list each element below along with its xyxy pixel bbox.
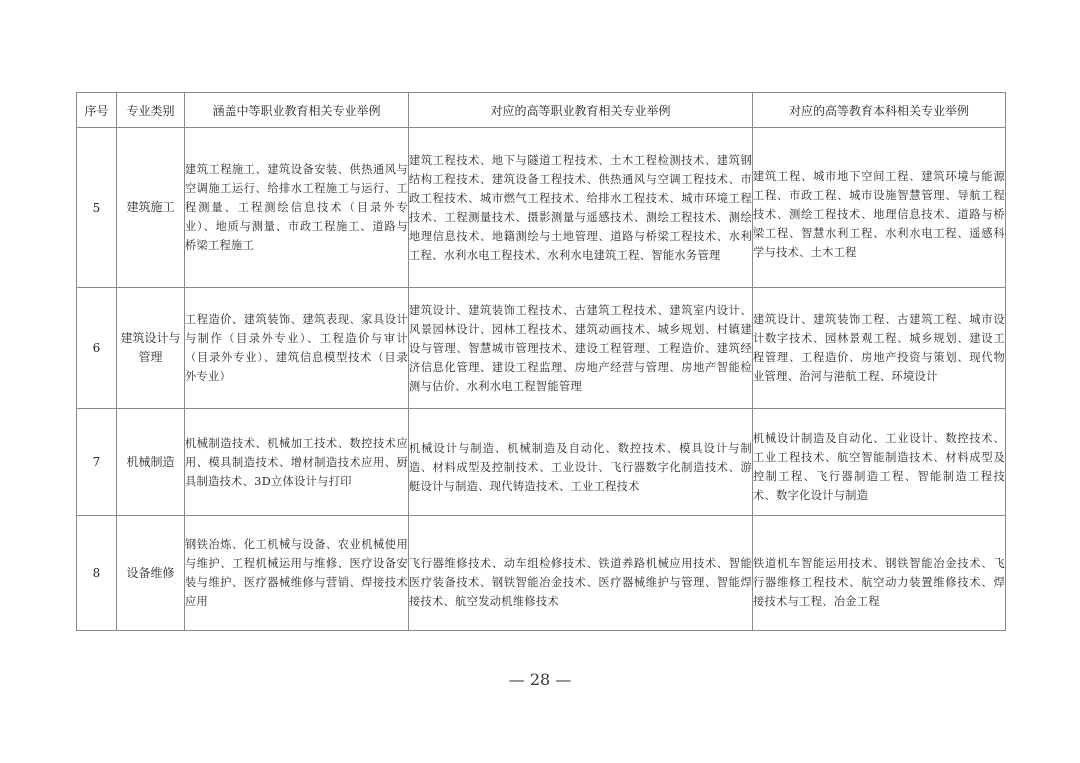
row-number: 6	[77, 288, 117, 409]
header-major-category: 专业类别	[117, 93, 185, 128]
row-undergraduate-majors: 铁道机车智能运用技术、钢铁智能冶金技术、飞行器维修工程技术、航空动力装置维修技术、焊接技术与工程、冶金工程	[753, 516, 1006, 631]
header-secondary-vocational: 涵盖中等职业教育相关专业举例	[185, 93, 409, 128]
row-undergraduate-majors: 机械设计制造及自动化、工业设计、数控技术、工业工程技术、航空智能制造技术、材料成型及控制工程、飞行器制造工程、智能制造工程技术、数字化设计与制造	[753, 409, 1006, 516]
row-higher-vocational-majors: 建筑工程技术、地下与隧道工程技术、土木工程检测技术、建筑钢结构工程技术、建筑设备工程技术、供热通风与空调工程技术、市政工程技术、城市燃气工程技术、给排水工程技术、城市环境工程技术、工程测量技术、摄影测量与遥感技术、测绘工程技术、测绘地理信息技术、地籍测绘与土地管理、道路与桥梁工程技术、水利工程、水利水电工程技术、水利水电建筑工程、智能水务管理	[409, 128, 753, 288]
majors-table	[76, 92, 1006, 631]
row-higher-vocational-majors: 建筑设计、建筑装饰工程技术、古建筑工程技术、建筑室内设计、风景园林设计、园林工程技术、建筑动画技术、城乡规划、村镇建设与管理、智慧城市管理技术、建设工程管理、工程造价、建筑经济信息化管理、建设工程监理、房地产经营与管理、房地产智能检测与估价、水利水电工程智能管理	[409, 288, 753, 409]
row-higher-vocational-majors: 飞行器维修技术、动车组检修技术、铁道养路机械应用技术、智能医疗装备技术、钢铁智能冶金技术、医疗器械维护与管理、智能焊接技术、航空发动机维修技术	[409, 516, 753, 631]
table-row	[77, 128, 1006, 288]
header-serial-number: 序号	[77, 93, 117, 128]
row-secondary-majors: 机械制造技术、机械加工技术、数控技术应用、模具制造技术、增材制造技术应用、厨具制造技术、3D立体设计与打印	[185, 409, 409, 516]
row-number: 7	[77, 409, 117, 516]
row-category: 机械制造	[117, 409, 185, 516]
table-row	[77, 516, 1006, 631]
header-undergraduate: 对应的高等教育本科相关专业举例	[753, 93, 1006, 128]
row-category: 设备维修	[117, 516, 185, 631]
row-number: 5	[77, 128, 117, 288]
row-secondary-majors: 钢铁冶炼、化工机械与设备、农业机械使用与维护、工程机械运用与维修、医疗设备安装与维护、医疗器械维修与营销、焊接技术应用	[185, 516, 409, 631]
row-category: 建筑施工	[117, 128, 185, 288]
row-secondary-majors: 建筑工程施工、建筑设备安装、供热通风与空调施工运行、给排水工程施工与运行、工程测量、工程测绘信息技术（目录外专业）、地质与测量、市政工程施工、道路与桥梁工程施工	[185, 128, 409, 288]
page-number: — 28 —	[508, 670, 572, 689]
row-higher-vocational-majors: 机械设计与制造、机械制造及自动化、数控技术、模具设计与制造、材料成型及控制技术、工业设计、飞行器数字化制造技术、游艇设计与制造、现代铸造技术、工业工程技术	[409, 409, 753, 516]
table-row	[77, 409, 1006, 516]
table-row	[77, 288, 1006, 409]
table-header-row	[77, 93, 1006, 128]
row-undergraduate-majors: 建筑设计、建筑装饰工程、古建筑工程、城市设计数字技术、园林景观工程、城乡规划、建设工程管理、工程造价、房地产投资与策划、现代物业管理、治河与港航工程、环境设计	[753, 288, 1006, 409]
row-number: 8	[77, 516, 117, 631]
header-higher-vocational: 对应的高等职业教育相关专业举例	[409, 93, 753, 128]
row-undergraduate-majors: 建筑工程、城市地下空间工程、建筑环境与能源工程、市政工程、城市设施智慧管理、导航工程技术、测绘工程技术、地理信息技术、道路与桥梁工程、智慧水利工程、水利水电工程、遥感科学与技术、土木工程	[753, 128, 1006, 288]
row-category: 建筑设计与管理	[117, 288, 185, 409]
row-secondary-majors: 工程造价、建筑装饰、建筑表现、家具设计与制作（目录外专业）、工程造价与审计（目录外专业）、建筑信息模型技术（目录外专业）	[185, 288, 409, 409]
